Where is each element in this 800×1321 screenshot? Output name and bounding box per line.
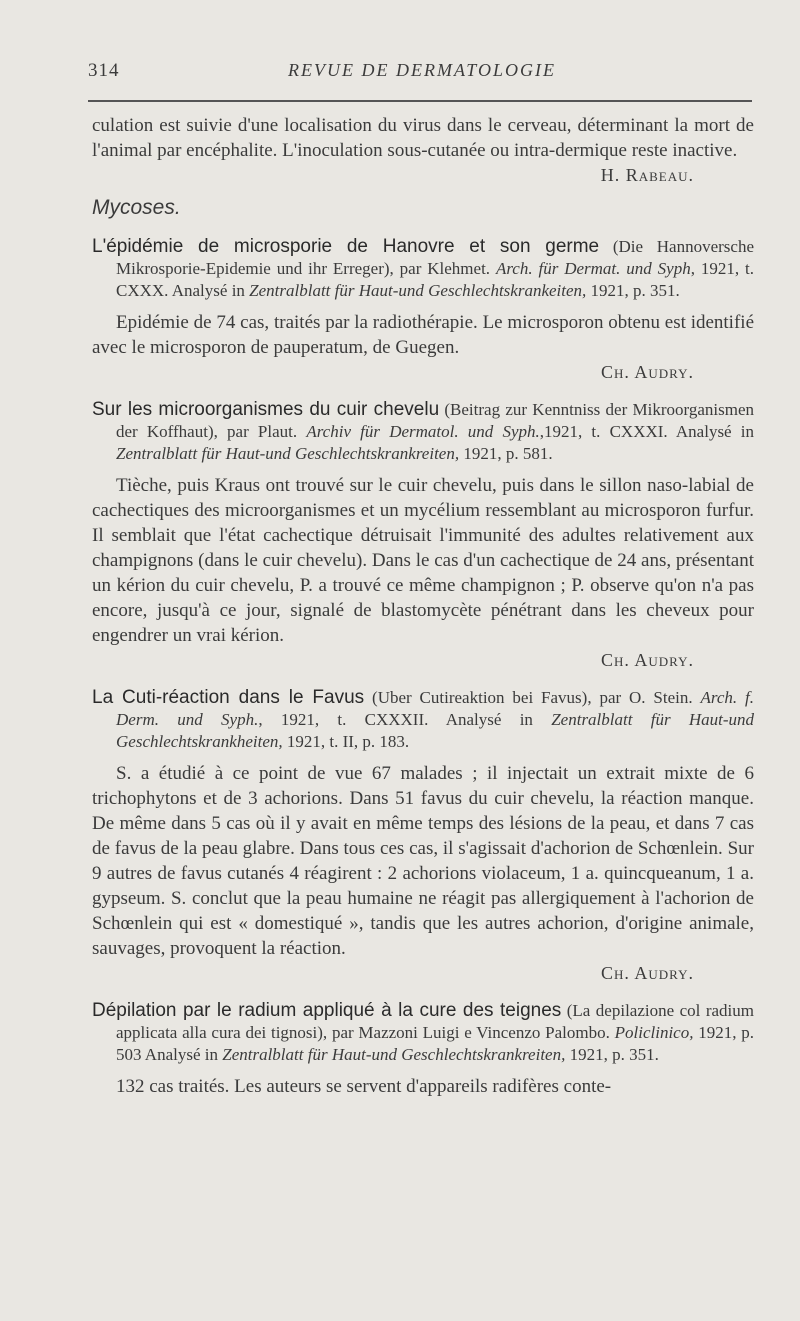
article-signature: Ch. Audry. bbox=[600, 362, 694, 382]
page-number: 314 bbox=[88, 60, 120, 81]
article-reference: 1921, p. 351. bbox=[569, 1045, 659, 1064]
article-title: Sur les microorganismes du cuir chevelu bbox=[92, 399, 440, 420]
article-reference: (La depilazione col radium applicata alla cura dei tignosi), par Mazzoni Luigi e Vincenzo Palombo. bbox=[116, 1001, 754, 1042]
article-paragraph: S. a étudié à ce point de vue 67 malades ; il injectait un extrait mixte de 6 trichophytons et de 3 achorions. Dans 51 favus du cuir chevelu, la réaction manque. De même dans 5 cas où il y avait en même temps des lésions de la peau, et dans 7 cas de favus de la peau glabre. Dans tous ces cas, il s'agissait d'achorion de Schœnlein. Sur 9 autres de favus cutanés 4 réagirent : 2 achorions violaceum, 1 a. quincqueanum, 1 a. gypseum. S. conclut que la peau humaine ne réagit pas allergiquement à l'achorion de Schœnlein qui est « domestiqué », tandis que les autres achorion, d'origine animale, sauvages, provoquent la réaction. bbox=[92, 763, 754, 959]
article-reference: (Beitrag zur Kenntniss der Mikroorganismen der Koffhaut), par Plaut. bbox=[116, 400, 755, 441]
article-journal: Policlinico, bbox=[614, 1023, 694, 1042]
article-reference: (Die Hannoversche Mikrosporie-Epidemie und ihr Erreger), par Klehmet. bbox=[116, 237, 755, 278]
article-reference: 1921, p. 581. bbox=[463, 444, 553, 463]
article-reference: ,1921, t. CXXXI. Analysé in bbox=[539, 422, 755, 441]
header-rule bbox=[88, 100, 752, 102]
intro-paragraph: culation est suivie d'une localisation du virus dans le cerveau, déterminant la mort de l'animal par encéphalite. L'inoculation sous-cutanée ou intra-dermique reste inactive. bbox=[92, 115, 754, 161]
article-signature: Ch. Audry. bbox=[600, 650, 694, 670]
article-abstract-journal: Zentralblatt für Haut-und Geschlechtskrankreiten, bbox=[222, 1045, 566, 1064]
article-abstract-journal: Zentralblatt für Haut-und Geschlechtskrankreiten, bbox=[116, 444, 460, 463]
article-reference: 1921, p. 503 Analysé in bbox=[116, 1023, 755, 1064]
running-title: REVUE DE DERMATOLOGIE bbox=[288, 60, 556, 80]
page-content bbox=[92, 113, 754, 1099]
article-journal: Arch. für Dermat. und Syph bbox=[495, 259, 691, 278]
article-paragraph: 132 cas traités. Les auteurs se servent d'appareils radifères conte- bbox=[116, 1076, 612, 1097]
article-heading bbox=[92, 1000, 754, 1066]
article-title: La Cuti-réaction dans le Favus bbox=[92, 687, 365, 708]
article-title: L'épidémie de microsporie de Hanovre et son germe bbox=[92, 236, 600, 257]
article-abstract-journal: Zentralblatt für Haut-und Geschlechtskrankheiten, bbox=[116, 710, 755, 751]
article-reference: , 1921, t. CXXXII. Analysé in bbox=[258, 710, 533, 729]
article-journal: Archiv für Dermatol. und Syph. bbox=[306, 422, 540, 441]
article-reference: (Uber Cutireaktion bei Favus), par O. Stein. bbox=[372, 688, 693, 707]
article-paragraph: Tièche, puis Kraus ont trouvé sur le cuir chevelu, puis dans le sillon naso-labial de cachectiques des microorganismes et un mycélium ressemblant au microsporon furfur. Il semblait que l'état cachectique détruisait l'immunité des adultes relativement aux champignons (dans le cuir chevelu). Dans le cas d'un cachectique de 24 ans, présentant un kérion du cuir chevelu, P. a trouvé ce même champignon ; P. observe qu'on n'a pas encore, jusqu'à ce jour, signalé de blastomycète pénétrant dans les cheveux pour engendrer un vrai kérion. bbox=[92, 475, 754, 646]
article-journal: Arch. f. Derm. und Syph. bbox=[116, 688, 755, 729]
article-paragraph: Epidémie de 74 cas, traités par la radiothérapie. Le microsporon obtenu est identifié avec le microsporon de pauperatum, de Guegen. bbox=[92, 312, 754, 358]
article-heading bbox=[92, 399, 754, 465]
article-reference: 1921, t. II, p. 183. bbox=[286, 732, 410, 751]
section-title: Mycoses. bbox=[92, 196, 181, 219]
article-title: Dépilation par le radium appliqué à la cure des teignes bbox=[92, 1000, 562, 1021]
page-header bbox=[88, 60, 752, 86]
intro-signature: H. Rabeau. bbox=[600, 165, 694, 185]
article-heading bbox=[92, 687, 754, 753]
article-heading bbox=[92, 236, 754, 302]
article-reference: , 1921, t. CXXX. Analysé in bbox=[116, 259, 754, 300]
article-signature: Ch. Audry. bbox=[600, 963, 694, 983]
article-abstract-journal: Zentralblatt für Haut-und Geschlechtskrankeiten, bbox=[249, 281, 587, 300]
article-reference: 1921, p. 351. bbox=[590, 281, 680, 300]
